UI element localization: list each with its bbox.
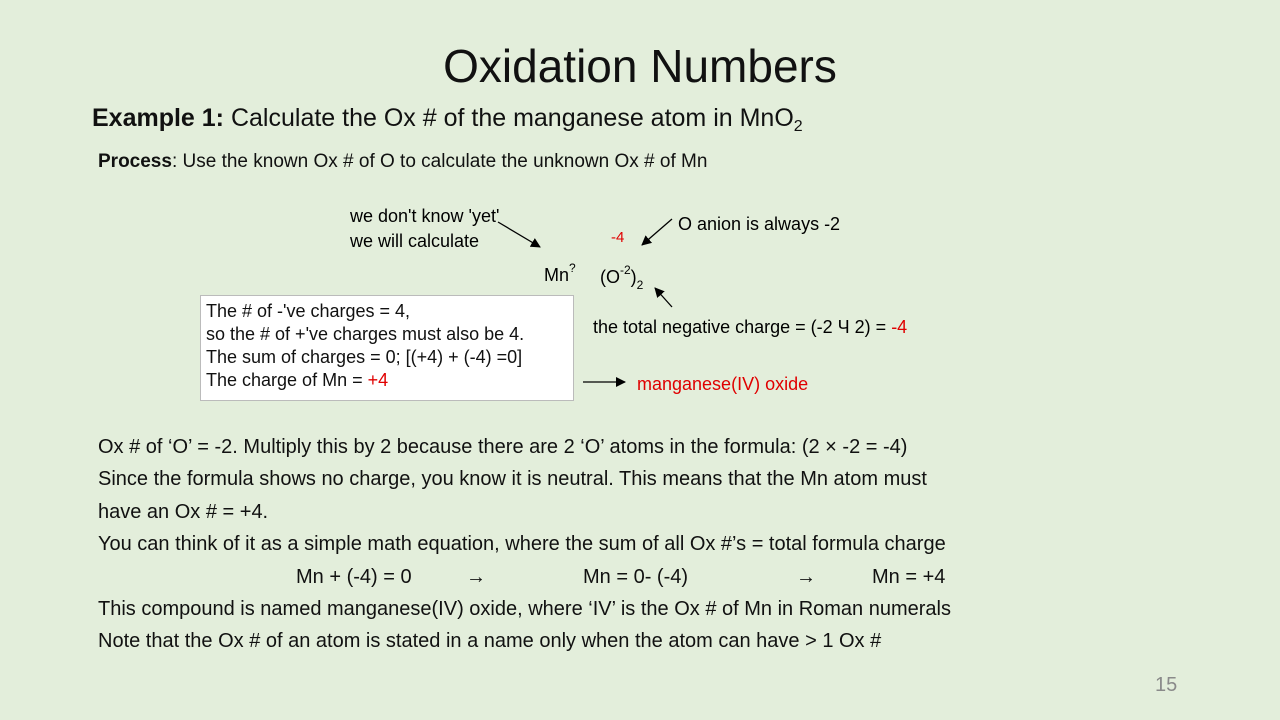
note-line-1: we don't know 'yet': [350, 206, 500, 226]
box-line: The sum of charges = 0; [(+4) + (-4) =0]: [206, 347, 523, 367]
box-charge-value: +4: [367, 370, 389, 390]
result-name: manganese(IV) oxide: [637, 374, 809, 394]
process-text: : Use the known Ox # of O to calculate the unknown Ox # of Mn: [171, 151, 708, 172]
box-line: The # of -'ve charges = 4,: [206, 301, 411, 321]
total-charge-label: the total negative charge = (-2 Ч 2) =: [593, 317, 887, 337]
equation-arrow-2: →: [796, 566, 816, 588]
charge-diagram: [190, 192, 908, 417]
equation-step-2: Mn = 0- (-4): [583, 566, 689, 588]
example-text: Calculate the Ox # of the manganese atom in MnO: [230, 104, 794, 132]
example-label: Example 1:: [92, 104, 225, 132]
body-line-3: have an Ox # = +4.: [98, 501, 269, 523]
o-subscript: 2: [636, 278, 644, 292]
mn-symbol: [544, 256, 576, 287]
o-text: (O: [600, 267, 620, 287]
mn-superscript: ?: [569, 261, 576, 275]
equation-step-1: Mn + (-4) = 0: [296, 566, 412, 588]
process-label: Process: [98, 151, 172, 172]
o-close-paren: ): [630, 267, 637, 287]
body-line-4: You can think of it as a simple math equation, where the sum of all Ox #’s = total formula charge: [98, 533, 946, 555]
process-line: [98, 148, 707, 176]
note-line-2: we will calculate: [350, 231, 480, 251]
equation-arrow-1: →: [466, 566, 486, 588]
conclusion-line-1: This compound is named manganese(IV) oxide, where ‘IV’ is the Ox # of Mn in Roman numerals: [98, 598, 951, 620]
o-anion-note: O anion is always -2: [678, 214, 841, 234]
arrow-from-total: [655, 288, 672, 307]
slide-title: Oxidation Numbers: [443, 40, 837, 92]
arrow-to-mn: [498, 222, 540, 247]
conclusion-line-2: Note that the Ox # of an atom is stated in a name only when the atom can have > 1 Ox #: [98, 630, 882, 652]
total-charge-line: [593, 315, 907, 339]
oxygen-group: [600, 258, 643, 297]
mn-text: Mn: [544, 265, 570, 285]
red-charge-label: -4: [611, 229, 625, 246]
page-number: 15: [1155, 674, 1178, 696]
o-superscript: -2: [620, 263, 631, 277]
body-line-2: Since the formula shows no charge, you know it is neutral. This means that the Mn atom must: [98, 468, 927, 490]
equation-step-3: Mn = +4: [872, 566, 946, 588]
body-line-1: Ox # of ‘O’ = -2. Multiply this by 2 because there are 2 ‘O’ atoms in the formula: (2 × -2 = -4): [98, 436, 908, 458]
box-charge-label: The charge of Mn =: [206, 370, 368, 390]
example-heading: [92, 100, 803, 145]
total-charge-value: -4: [891, 317, 908, 337]
arrow-to-o: [642, 219, 672, 245]
example-subscript: 2: [793, 118, 803, 135]
box-line: so the # of +'ve charges must also be 4.: [206, 324, 525, 344]
box-line-charge: [206, 369, 568, 392]
explanation-box: [200, 295, 574, 401]
